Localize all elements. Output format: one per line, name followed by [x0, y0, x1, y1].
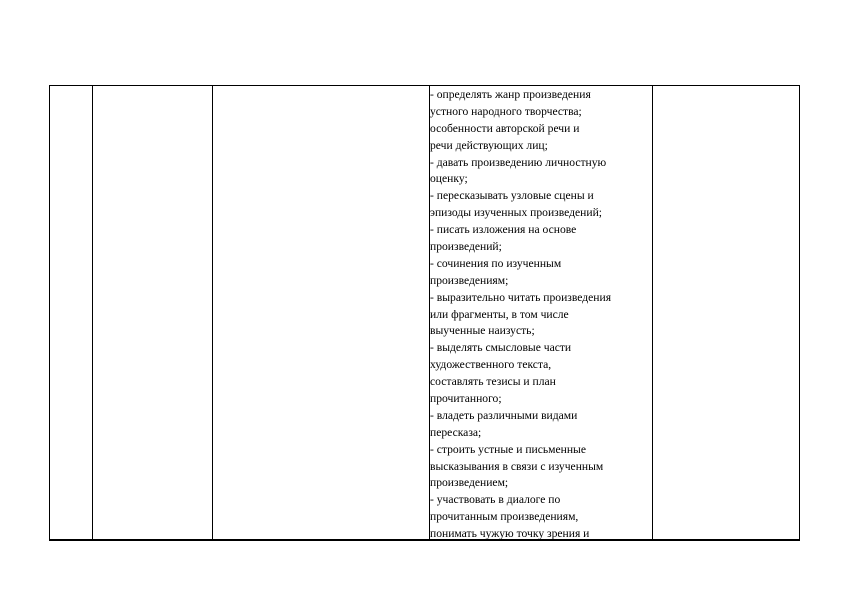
cell-line: устного народного творчества;: [430, 104, 582, 118]
cell-line: художественного текста,: [430, 358, 552, 372]
cell-line: - выразительно читать произведения: [430, 290, 612, 304]
cell-line: особенности авторской речи и: [430, 121, 580, 135]
cell-line: произведений;: [430, 240, 502, 254]
cell-line: - определять жанр произведения: [430, 88, 591, 101]
cell-line: понимать чужую точку зрения и: [430, 527, 590, 541]
cell-line: произведениям;: [430, 273, 509, 287]
cell-line: - пересказывать узловые сцены и: [430, 189, 594, 203]
cell-line: составлять тезисы и план: [430, 375, 556, 389]
cell-line: речи действующих лиц;: [430, 138, 548, 152]
cell-line: эпизоды изученных произведений;: [430, 206, 603, 220]
cell-line: или фрагменты, в том числе: [430, 307, 569, 321]
column-divider-2: [212, 86, 213, 539]
cell-line: выученные наизусть;: [430, 324, 535, 338]
cell-line: - участвовать в диалоге по: [430, 493, 561, 507]
cell-line: прочитанного;: [430, 392, 502, 406]
cell-line: - сочинения по изученным: [430, 256, 562, 270]
cell-line: - давать произведению личностную: [430, 155, 607, 169]
content-table: [49, 85, 800, 541]
cell-line: прочитанным произведениям,: [430, 510, 579, 524]
cell-line: - выделять смысловые части: [430, 341, 572, 355]
cell-line: оценку;: [430, 172, 468, 186]
cell-line: высказывания в связи с изученным: [430, 459, 604, 473]
cell-line: произведением;: [430, 476, 509, 490]
requirements-cell: [430, 87, 652, 543]
cell-line: пересказа;: [430, 425, 482, 439]
column-divider-1: [92, 86, 93, 539]
cell-line: - строить устные и письменные: [430, 442, 586, 456]
cell-line: - владеть различными видами: [430, 408, 578, 422]
cell-line: - писать изложения на основе: [430, 223, 577, 237]
column-divider-4: [652, 86, 653, 539]
